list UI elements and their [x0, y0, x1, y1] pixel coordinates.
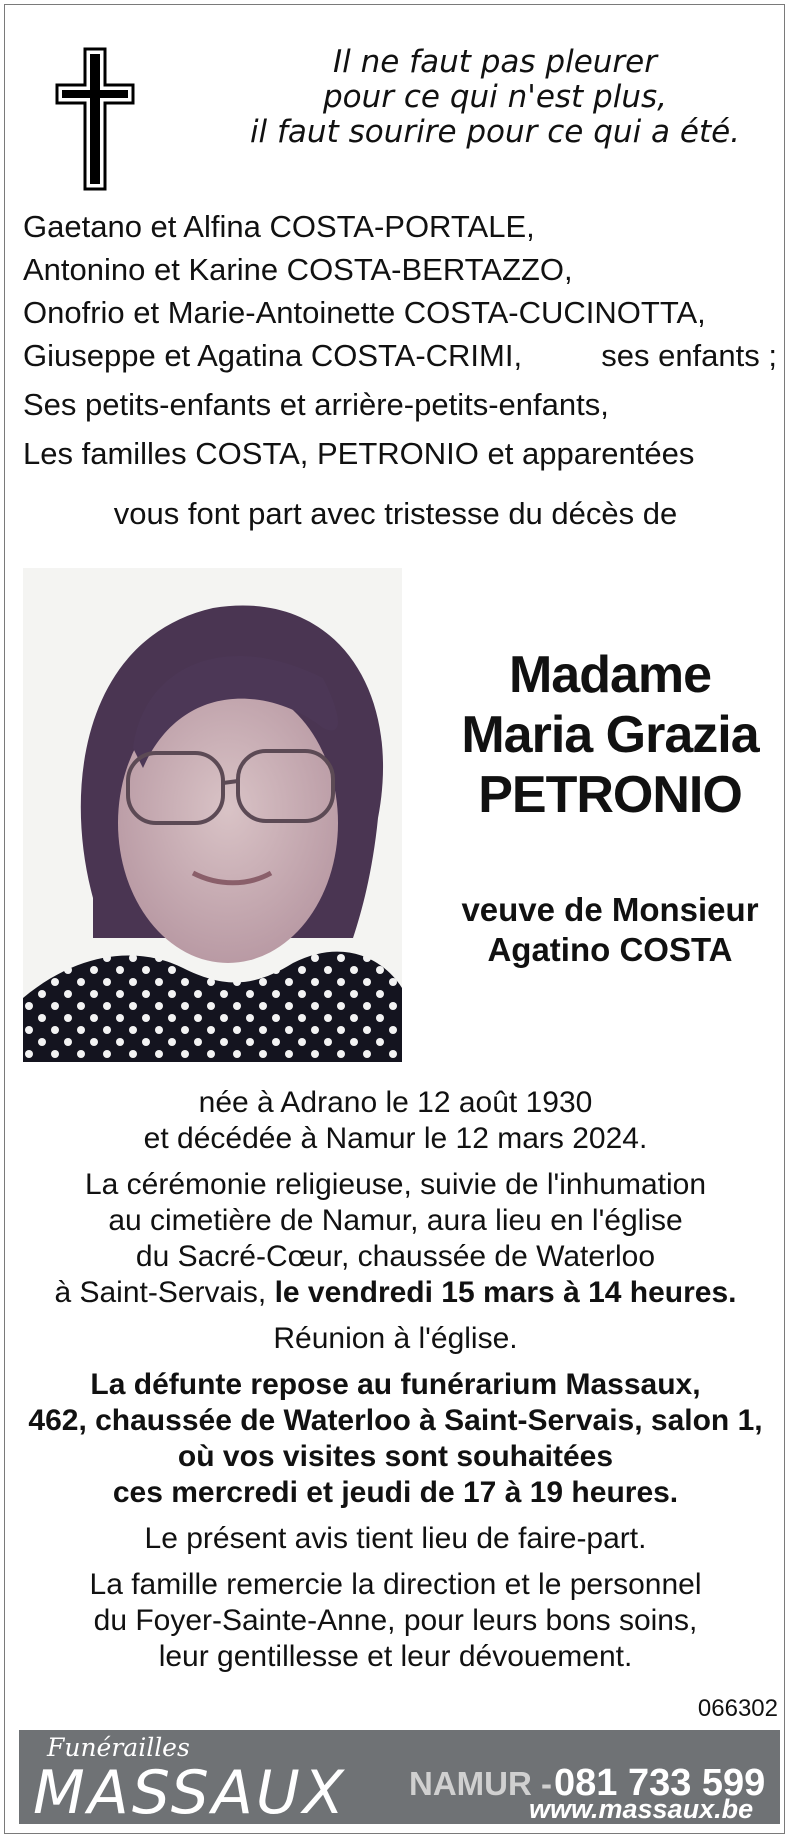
ceremony-block — [5, 1167, 786, 1311]
quote-line: pour ce qui n'est plus, — [323, 79, 667, 115]
child-couple-row — [23, 334, 783, 377]
grandchildren-line: Ses petits-enfants et arrière-petits-enfants, — [23, 387, 609, 422]
widow-of — [425, 890, 791, 970]
epitaph-quote — [235, 45, 755, 150]
ceremony-line: au cimetière de Namur, aura lieu en l'église — [108, 1204, 683, 1237]
quote-line: Il ne faut pas pleurer — [332, 44, 657, 80]
reference-number: 066302 — [697, 1695, 778, 1722]
meeting-line: Réunion à l'église. — [273, 1322, 518, 1355]
child-couple: Giuseppe et Agatina COSTA-CRIMI, — [23, 338, 523, 373]
child-couple: Onofrio et Marie-Antoinette COSTA-CUCINOTTA, — [23, 295, 706, 330]
thanks-block — [5, 1567, 786, 1675]
thanks-line: La famille remercie la direction et le personnel — [89, 1568, 702, 1601]
child-couple: Antonino et Karine COSTA-BERTAZZO, — [23, 252, 573, 287]
families-line: Les familles COSTA, PETRONIO et apparentées — [23, 436, 695, 471]
deceased-title: Madame — [508, 646, 712, 704]
widow-line: veuve de Monsieur — [461, 891, 759, 928]
ceremony-line: du Sacré-Cœur, chaussée de Waterloo — [135, 1240, 656, 1273]
birth-line: née à Adrano le 12 août 1930 — [198, 1086, 593, 1119]
visit-block — [5, 1367, 786, 1511]
visit-line: où vos visites sont souhaitées — [177, 1440, 614, 1473]
deceased-surname: PETRONIO — [478, 766, 742, 824]
quote-line: il faut sourire pour ce qui a été. — [249, 114, 741, 150]
ceremony-line — [5, 1275, 786, 1311]
banner-brand: MASSAUX — [33, 1758, 347, 1828]
obituary-details — [5, 1085, 786, 1685]
thanks-line: du Foyer-Sainte-Anne, pour leurs bons soins, — [93, 1604, 698, 1637]
visit-line: ces mercredi et jeudi de 17 à 19 heures. — [112, 1476, 679, 1509]
banner-subtitle: Funérailles — [47, 1733, 190, 1762]
latin-cross-icon — [55, 47, 135, 191]
banner-separator: - — [541, 1765, 552, 1802]
ceremony-datetime: le vendredi 15 mars à 14 heures. — [274, 1276, 737, 1309]
ceremony-line: La cérémonie religieuse, suivie de l'inhumation — [84, 1168, 707, 1201]
banner-phone: 081 733 599 — [554, 1762, 766, 1804]
death-line: et décédée à Namur le 12 mars 2024. — [143, 1122, 648, 1155]
banner-city-name: NAMUR — [409, 1765, 532, 1802]
dates-block — [5, 1085, 786, 1157]
children-suffix: ses enfants ; — [601, 338, 777, 373]
deceased-photo — [23, 568, 402, 1062]
banner-website: www.massaux.be — [529, 1794, 754, 1824]
ceremony-place: à Saint-Servais, — [54, 1276, 267, 1309]
child-couple: Gaetano et Alfina COSTA-PORTALE, — [23, 209, 535, 244]
visit-line: La défunte repose au funérarium Massaux, — [90, 1368, 701, 1401]
obituary-notice — [4, 4, 785, 1834]
deceased-first-names: Maria Grazia — [461, 706, 759, 764]
funeral-home-banner — [19, 1730, 780, 1828]
widow-line: Agatino COSTA — [487, 931, 733, 968]
deceased-name — [425, 645, 791, 825]
thanks-line: leur gentillesse et leur dévouement. — [158, 1640, 633, 1673]
announcement-line: vous font part avec tristesse du décès de — [113, 496, 678, 531]
family-list — [23, 205, 783, 475]
notice-line: Le présent avis tient lieu de faire-part. — [144, 1522, 647, 1555]
visit-line: 462, chaussée de Waterloo à Saint-Servais, salon 1, — [28, 1404, 763, 1437]
